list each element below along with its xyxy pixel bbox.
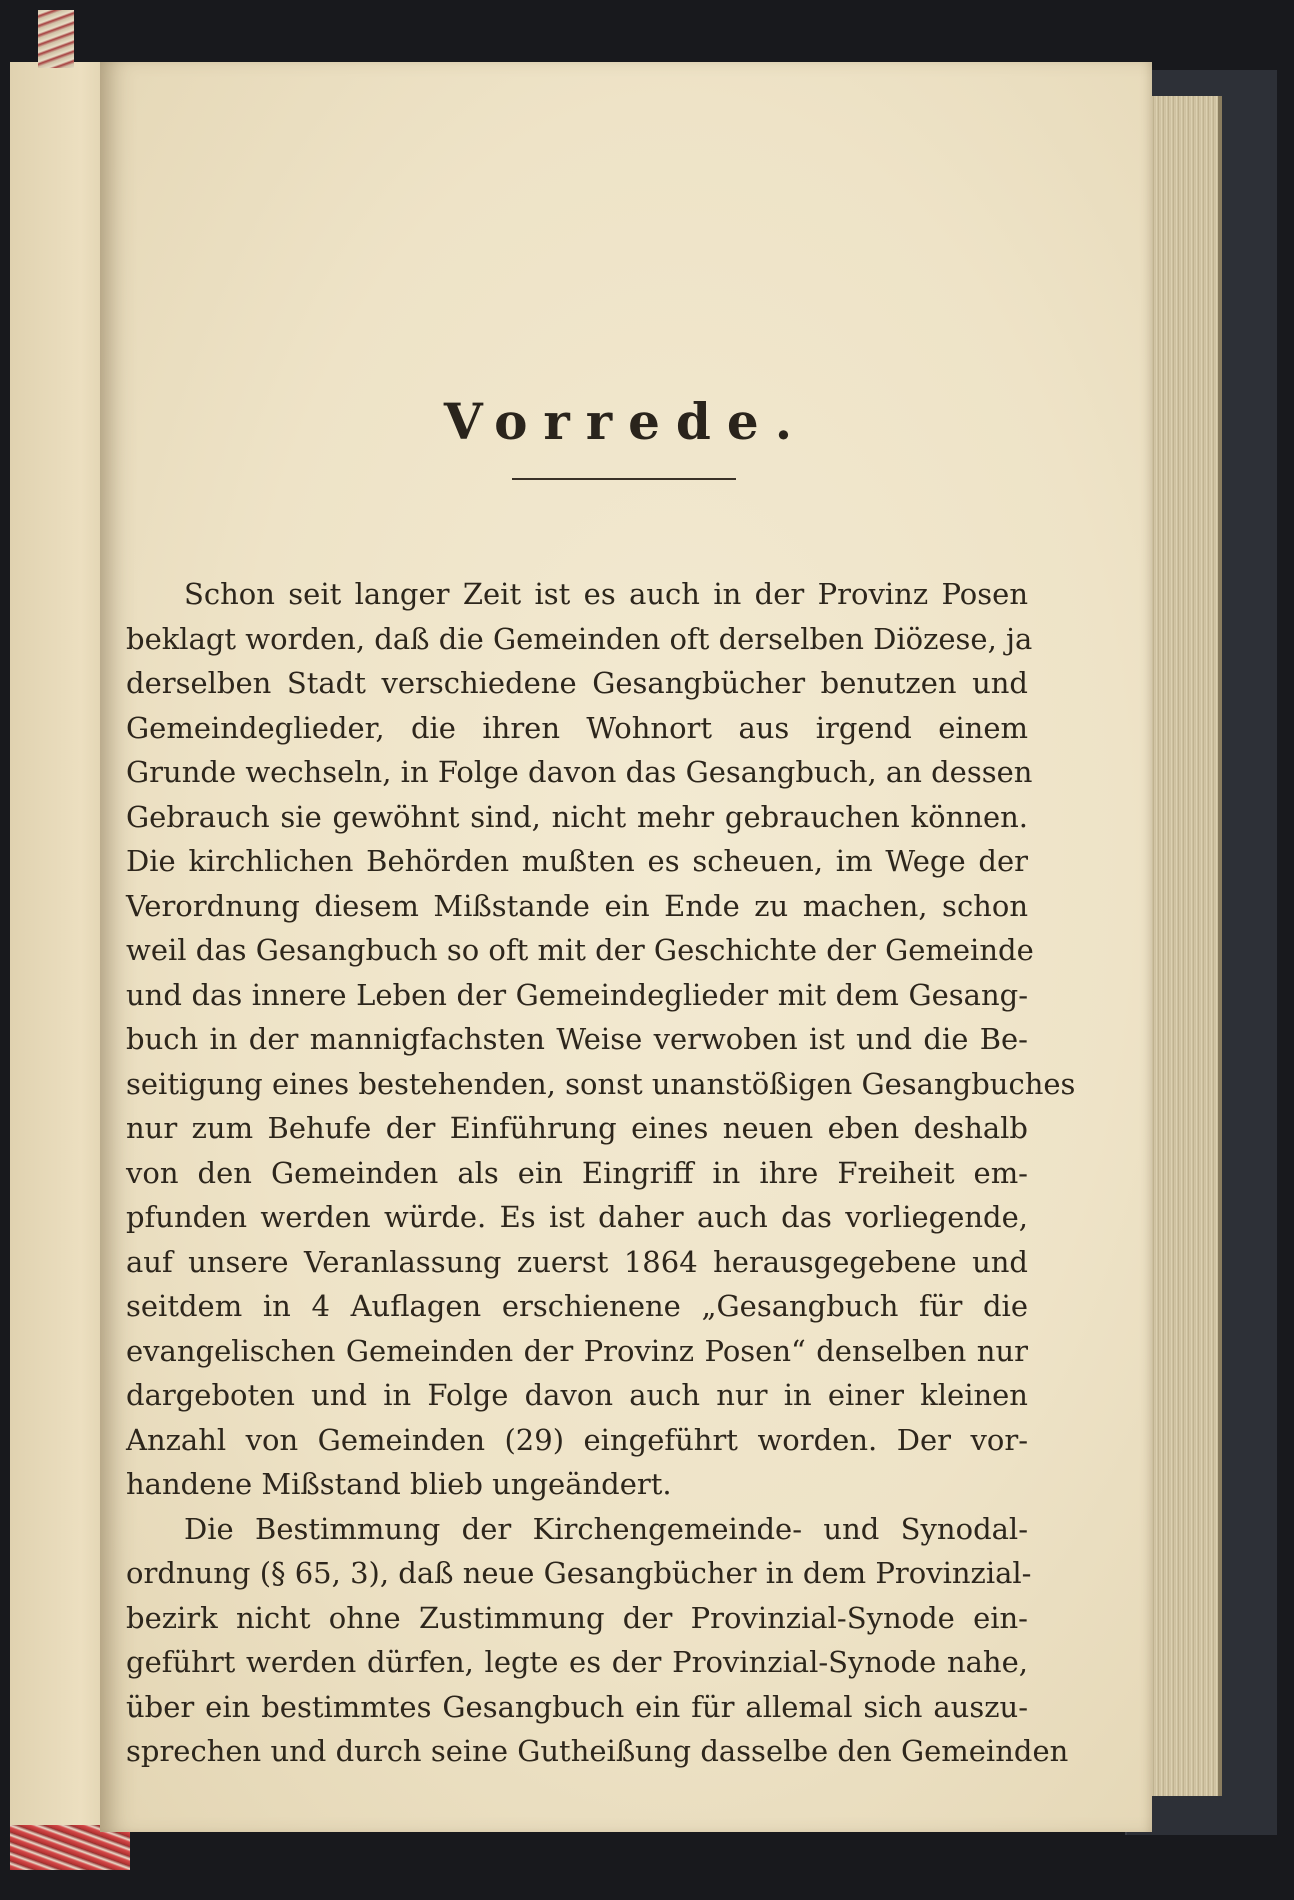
- text-line: evangelischen Gemeinden der Provinz Posen“ denselben nur: [126, 1333, 1028, 1368]
- page-title: Vorrede.: [443, 392, 809, 451]
- text-line: nur zum Behufe der Einführung eines neuen eben deshalb: [126, 1111, 1028, 1145]
- paragraph-2: [126, 1507, 1069, 1774]
- text-line: sprechen und durch seine Gutheißung dasselbe den Gemeinden: [126, 1734, 1069, 1768]
- text-line: Gemeindeglieder, die ihren Wohnort aus irgend einem: [126, 710, 1028, 745]
- text-line: beklagt worden, daß die Gemeinden oft derselben Diözese, ja: [126, 621, 1033, 656]
- text-line: Grunde wechseln, in Folge davon das Gesangbuch, an dessen: [126, 755, 1033, 789]
- text-line: und das innere Leben der Gemeindeglieder mit dem Gesang-: [126, 977, 1028, 1012]
- text-line: auf unsere Veranlassung zuerst 1864 herausgegebene und: [126, 1244, 1028, 1279]
- binding-thread-top: [38, 10, 74, 68]
- text-line: geführt werden dürfen, legte es der Provinzial-Synode nahe,: [126, 1645, 1028, 1679]
- text-line: weil das Gesangbuch so oft mit der Geschichte der Gemeinde: [126, 933, 1034, 967]
- title-rule: [512, 478, 736, 480]
- text-line: pfunden werden würde. Es ist daher auch das vorliegende,: [126, 1200, 1028, 1234]
- text-line: Die Bestimmung der Kirchengemeinde- und Synodal-: [184, 1511, 1028, 1546]
- book-page: [100, 62, 1152, 1832]
- text-line: derselben Stadt verschiedene Gesangbücher benutzen und: [126, 666, 1028, 700]
- page-edges: [1150, 96, 1222, 1796]
- text-line: Verordnung diesem Mißstande ein Ende zu machen, schon: [126, 888, 1028, 923]
- text-line: seitdem in 4 Auflagen erschienene „Gesangbuch für die: [126, 1289, 1028, 1323]
- text-line: Die kirchlichen Behörden mußten es scheuen, im Wege der: [126, 844, 1028, 878]
- text-line: Gebrauch sie gewöhnt sind, nicht mehr gebrauchen können.: [126, 799, 1028, 834]
- text-line: ordnung (§ 65, 3), daß neue Gesangbücher in dem Provinzial-: [126, 1556, 1032, 1590]
- text-line: Schon seit langer Zeit ist es auch in der Provinz Posen: [184, 577, 1028, 611]
- text-line: buch in der mannigfachsten Weise verwoben ist und die Be-: [126, 1022, 1028, 1056]
- text-line: von den Gemeinden als ein Eingriff in ihre Freiheit em-: [126, 1155, 1028, 1190]
- paragraph-1: [126, 572, 1076, 1507]
- text-line: Anzahl von Gemeinden (29) eingeführt worden. Der vor-: [126, 1422, 1028, 1457]
- body-text: [126, 572, 1076, 1774]
- text-line: bezirk nicht ohne Zustimmung der Provinzial-Synode ein-: [126, 1600, 1028, 1635]
- text-line: seitigung eines bestehenden, sonst unanstößigen Gesangbuches: [126, 1066, 1076, 1101]
- text-line: über ein bestimmtes Gesangbuch ein für allemal sich auszu-: [126, 1689, 1028, 1724]
- text-line: handene Mißstand blieb ungeändert.: [126, 1467, 672, 1501]
- text-line: dargeboten und in Folge davon auch nur in einer kleinen: [126, 1378, 1028, 1412]
